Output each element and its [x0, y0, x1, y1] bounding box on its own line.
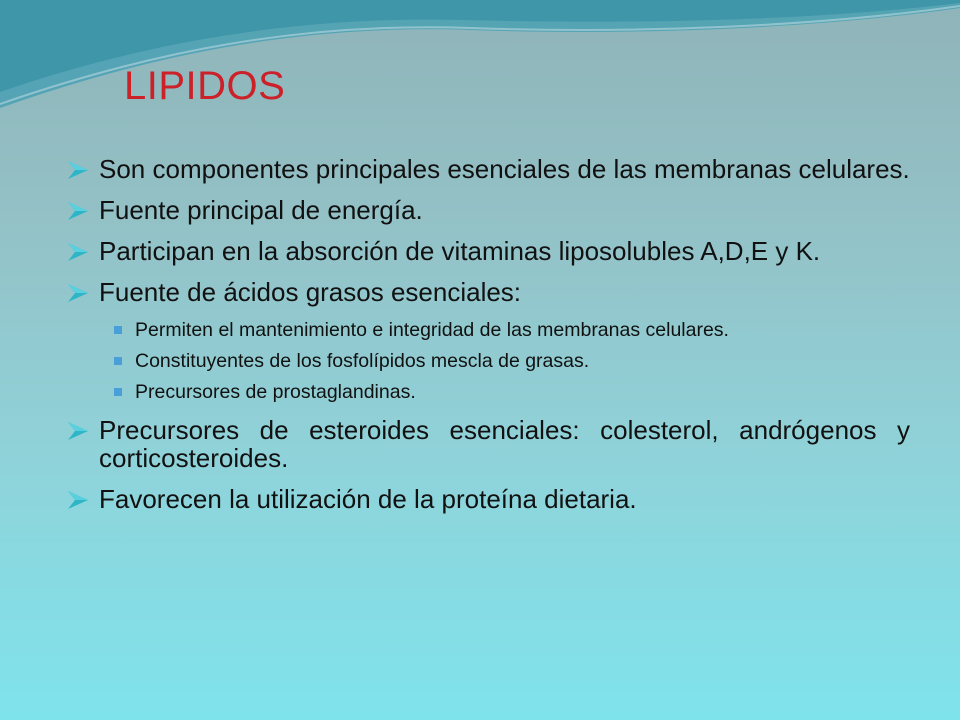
arrow-bullet-icon [68, 284, 88, 302]
arrow-bullet-icon [68, 243, 88, 261]
sub-list-item-text: Permiten el mantenimiento e integridad de las membranas celulares. [135, 319, 729, 341]
square-bullet-icon [114, 357, 122, 365]
list-item [68, 278, 910, 306]
sub-list-item [108, 318, 910, 342]
list-item-text: Participan en la absorción de vitaminas liposolubles A,D,E y K. [99, 236, 821, 266]
list-item [68, 416, 910, 472]
sub-list-item-text: Constituyentes de los fosfolípidos mescla de grasas. [135, 350, 590, 372]
sub-list-item [108, 380, 910, 404]
square-bullet-icon [114, 388, 122, 396]
bullet-list [68, 155, 910, 526]
list-item-text: Son componentes principales esenciales de las membranas celulares. [99, 154, 910, 184]
arrow-bullet-icon [68, 161, 88, 179]
list-item [68, 237, 910, 265]
square-bullet-icon [114, 326, 122, 334]
arrow-bullet-icon [68, 422, 88, 440]
list-item-text: Favorecen la utilización de la proteína dietaria. [99, 484, 637, 514]
list-item [68, 196, 910, 224]
slide-title: LIPIDOS [124, 64, 286, 108]
list-item [68, 155, 910, 183]
arrow-bullet-icon [68, 202, 88, 220]
list-item-text: Precursores de esteroides esenciales: colesterol, andrógenos y corticosteroides. [99, 415, 910, 473]
list-item-text: Fuente de ácidos grasos esenciales: [99, 277, 522, 307]
list-item [68, 485, 910, 513]
sub-list-item-text: Precursores de prostaglandinas. [135, 381, 416, 403]
arrow-bullet-icon [68, 491, 88, 509]
sub-list-item [108, 349, 910, 373]
list-item-text: Fuente principal de energía. [99, 195, 423, 225]
